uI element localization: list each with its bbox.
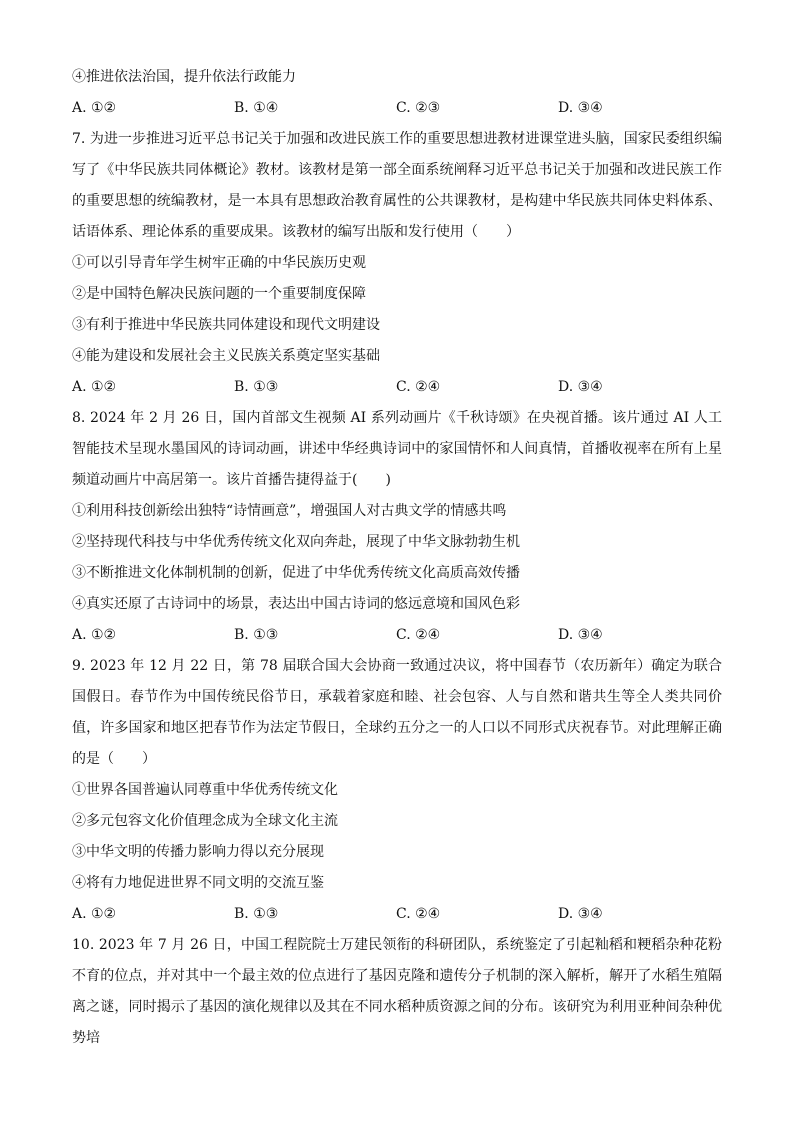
options-row-q7 — [72, 372, 722, 403]
question-10-stem: 10. 2023 年 7 月 26 日，中国工程院院士万建民领衔的科研团队，系统鉴定了引起籼稻和粳稻杂种花粉不育的位点，并对其中一个最主效的位点进行了基因克隆和遗传分子机制的深入解析，解开了水稻生殖隔离之谜，同时揭示了基因的演化规律以及其在不同水稻种质资源之间的分布。该研究为利用亚种间杂种优势培 — [72, 937, 722, 1046]
options-row-q9 — [72, 899, 722, 930]
options-row-q6 — [72, 93, 722, 124]
statement-2: ②多元包容文化价值理念成为全球文化主流 — [72, 813, 338, 829]
statement-4-carryover: ④推进依法治国，提升依法行政能力 — [72, 69, 296, 85]
statement-2: ②是中国特色解决民族问题的一个重要制度保障 — [72, 286, 366, 302]
statement-4: ④能为建设和发展社会主义民族关系奠定坚实基础 — [72, 348, 380, 364]
option-d[interactable]: D. ③④ — [558, 906, 603, 922]
question-7-stem: 7. 为进一步推进习近平总书记关于加强和改进民族工作的重要思想进教材进课堂进头脑，国家民委组织编写了《中华民族共同体概论》教材。该教材是第一部全面系统阐释习近平总书记关于加强和改进民族工作的重要思想的统编教材，是一本具有思想政治教育属性的公共课教材，是构建中华民族共同体史料体系、话语体系、理论体系的重要成果。该教材的编写出版和发行使用（ ） — [72, 131, 722, 240]
option-b[interactable]: B. ①③ — [234, 627, 279, 643]
statement-2: ②坚持现代科技与中华优秀传统文化双向奔赴，展现了中华文脉勃勃生机 — [72, 534, 520, 550]
option-b[interactable]: B. ①④ — [234, 100, 279, 116]
statement-3: ③有利于推进中华民族共同体建设和现代文明建设 — [72, 317, 380, 333]
option-d[interactable]: D. ③④ — [558, 627, 603, 643]
option-a[interactable]: A. ①② — [72, 100, 117, 116]
statement-1: ①利用科技创新绘出独特“诗情画意”，增强国人对古典文学的情感共鸣 — [72, 503, 507, 519]
statement-3: ③不断推进文化体制机制的创新，促进了中华优秀传统文化高质高效传播 — [72, 565, 520, 581]
option-d[interactable]: D. ③④ — [558, 379, 603, 395]
statement-4: ④真实还原了古诗词中的场景，表达出中国古诗词的悠远意境和国风色彩 — [72, 596, 520, 612]
option-c[interactable]: C. ②③ — [396, 100, 441, 116]
question-8-stem: 8. 2024 年 2 月 26 日，国内首部文生视频 AI 系列动画片《千秋诗颂》在央视首播。该片通过 AI 人工智能技术呈现水墨国风的诗词动画，讲述中华经典诗词中的家国情怀和人间真情，首播收视率在所有上星频道动画片中高居第一。该片首播告捷得益于( ) — [72, 410, 722, 488]
options-row-q8 — [72, 620, 722, 651]
question-9-stem: 9. 2023 年 12 月 22 日，第 78 届联合国大会协商一致通过决议，将中国春节（农历新年）确定为联合国假日。春节作为中国传统民俗节日，承载着家庭和睦、社会包容、人与自然和谐共生等全人类共同价值，许多国家和地区把春节作为法定节假日，全球约五分之一的人口以不同形式庆祝春节。对此理解正确的是（ ） — [72, 658, 722, 767]
option-c[interactable]: C. ②④ — [396, 906, 441, 922]
statement-3: ③中华文明的传播力影响力得以充分展现 — [72, 844, 324, 860]
option-c[interactable]: C. ②④ — [396, 379, 441, 395]
statement-1: ①世界各国普遍认同尊重中华优秀传统文化 — [72, 782, 338, 798]
option-a[interactable]: A. ①② — [72, 627, 117, 643]
option-a[interactable]: A. ①② — [72, 379, 117, 395]
option-c[interactable]: C. ②④ — [396, 627, 441, 643]
statement-1: ①可以引导青年学生树牢正确的中华民族历史观 — [72, 255, 366, 271]
option-d[interactable]: D. ③④ — [558, 100, 603, 116]
statement-4: ④将有力地促进世界不同文明的交流互鉴 — [72, 875, 324, 891]
option-b[interactable]: B. ①③ — [234, 906, 279, 922]
option-b[interactable]: B. ①③ — [234, 379, 279, 395]
option-a[interactable]: A. ①② — [72, 906, 117, 922]
exam-page — [72, 62, 722, 1054]
